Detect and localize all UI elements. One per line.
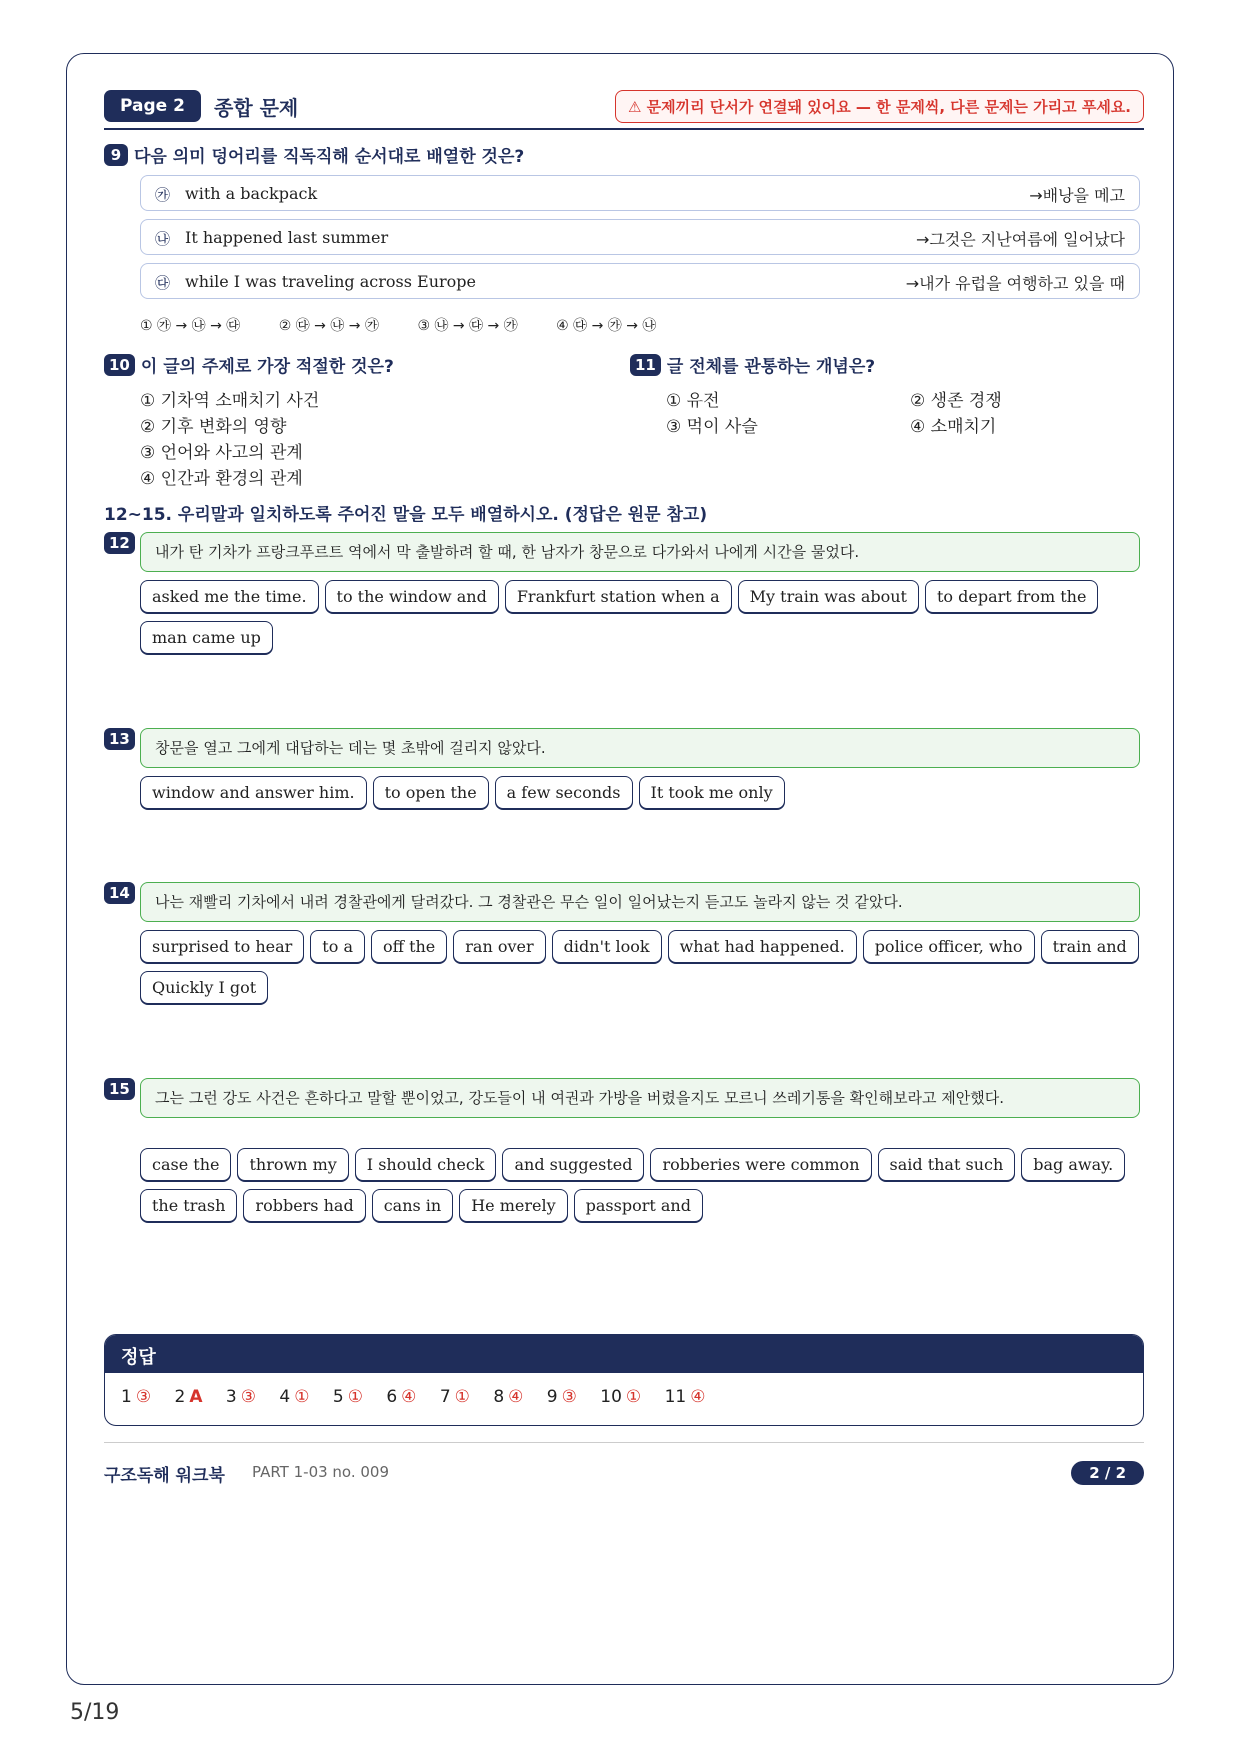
answer-number: 1: [121, 1387, 132, 1407]
word-tile[interactable]: didn't look: [552, 930, 662, 963]
question-12-number: [104, 532, 135, 554]
word-tile[interactable]: robbers had: [243, 1189, 365, 1222]
word-tile[interactable]: and suggested: [502, 1148, 644, 1181]
page-header: [104, 90, 1144, 128]
word-tile[interactable]: said that such: [878, 1148, 1016, 1181]
answer-value: ①: [347, 1387, 363, 1407]
question-number: 10: [104, 354, 135, 376]
question-number: 12: [104, 532, 135, 554]
question-15-number: [104, 1078, 135, 1100]
word-tile[interactable]: It took me only: [639, 776, 785, 809]
answer-item: [279, 1387, 309, 1407]
word-tile[interactable]: train and: [1041, 930, 1139, 963]
answer-number: 6: [386, 1387, 398, 1407]
option-item[interactable]: ① 기차역 소매치기 사건: [140, 391, 320, 411]
word-tile[interactable]: case the: [140, 1148, 231, 1181]
answer-key-title: 정답: [105, 1335, 1143, 1373]
answer-value: ①: [294, 1387, 310, 1407]
chunk-korean: →배낭을 메고: [1029, 186, 1125, 205]
pdf-page-number: 5/19: [70, 1700, 120, 1725]
answer-value: ③: [135, 1387, 152, 1407]
answer-value: ①: [625, 1387, 642, 1407]
answer-item: [174, 1387, 202, 1407]
page-title: 종합 문제: [214, 96, 299, 120]
option-item[interactable]: ④ 인간과 환경의 관계: [140, 469, 303, 489]
chunk-row: [140, 263, 1140, 299]
word-tile[interactable]: to the window and: [325, 580, 499, 613]
answer-value: A: [189, 1387, 203, 1407]
answer-item: [226, 1387, 256, 1407]
answer-value: ③: [561, 1387, 577, 1407]
korean-sentence-box: 그는 그런 강도 사건은 흔하다고 말할 뿐이었고, 강도들이 내 여권과 가방을 버렸을지도 모르니 쓰레기통을 확인해보라고 제안했다.: [140, 1078, 1140, 1118]
word-tile[interactable]: surprised to hear: [140, 930, 304, 963]
korean-sentence-box: 내가 탄 기차가 프랑크푸르트 역에서 막 출발하려 할 때, 한 남자가 창문으로 다가와서 나에게 시간을 물었다.: [140, 532, 1140, 572]
question-14-number: [104, 882, 135, 904]
word-tiles: [140, 930, 1150, 1012]
chunk-row: [140, 175, 1140, 211]
question-text: 다음 의미 덩어리를 직독직해 순서대로 배열한 것은?: [134, 147, 525, 167]
answer-value: ①: [454, 1387, 470, 1407]
worksheet-content: [104, 90, 1144, 1486]
question-number: 11: [630, 354, 661, 376]
answer-item: [121, 1387, 151, 1407]
option-item[interactable]: ② 생존 경쟁: [910, 391, 1002, 411]
word-tile[interactable]: He merely: [459, 1189, 567, 1222]
question-text: 이 글의 주제로 가장 적절한 것은?: [140, 357, 394, 377]
warning-banner: ⚠ 문제끼리 단서가 연결돼 있어요 — 한 문제씩, 다른 문제는 가리고 푸세요.: [615, 90, 1144, 123]
word-tiles: [140, 776, 1150, 817]
korean-sentence-box: 창문을 열고 그에게 대답하는 데는 몇 초밖에 걸리지 않았다.: [140, 728, 1140, 768]
question-9-heading: [104, 142, 524, 167]
word-tiles: [140, 580, 1150, 662]
header-divider: [104, 128, 1144, 130]
chunk-english: while I was traveling across Europe: [185, 272, 476, 291]
word-tile[interactable]: to depart from the: [925, 580, 1098, 613]
word-tile[interactable]: passport and: [574, 1189, 703, 1222]
question-9-options: [140, 315, 690, 335]
option-item[interactable]: ② 기후 변화의 영향: [140, 417, 287, 437]
answer-item: [440, 1387, 470, 1407]
word-tile[interactable]: what had happened.: [668, 930, 857, 963]
workbook-code: PART 1-03 no. 009: [252, 1463, 390, 1481]
answer-number: 5: [332, 1387, 344, 1407]
word-tile[interactable]: police officer, who: [863, 930, 1035, 963]
word-tile[interactable]: I should check: [355, 1148, 497, 1181]
page-indicator: 2 / 2: [1071, 1461, 1144, 1485]
answer-number: 4: [279, 1387, 291, 1407]
question-number: 13: [104, 728, 135, 750]
word-tile[interactable]: bag away.: [1021, 1148, 1125, 1181]
question-text: 글 전체를 관통하는 개념은?: [666, 357, 876, 377]
answer-number: 9: [546, 1387, 558, 1407]
word-tile[interactable]: to open the: [373, 776, 489, 809]
word-tile[interactable]: robberies were common: [650, 1148, 871, 1181]
option-item[interactable]: ③ 먹이 사슬: [666, 417, 758, 437]
chunk-korean: →내가 유럽을 여행하고 있을 때: [905, 274, 1125, 293]
chunk-mark: ㉯: [155, 230, 171, 248]
word-tiles: [140, 1148, 1150, 1230]
word-tile[interactable]: a few seconds: [495, 776, 633, 809]
option-item[interactable]: ① ㉮ → ㉯ → ㉰: [140, 318, 241, 334]
word-tile[interactable]: to a: [310, 930, 365, 963]
answer-value: ④: [690, 1387, 706, 1407]
word-tile[interactable]: asked me the time.: [140, 580, 319, 613]
chunk-mark: ㉮: [155, 186, 171, 204]
word-tile[interactable]: My train was about: [738, 580, 919, 613]
question-13-number: [104, 728, 135, 750]
answer-number: 8: [493, 1387, 505, 1407]
page-footer: [104, 1442, 1144, 1486]
korean-sentence-box: 나는 재빨리 기차에서 내려 경찰관에게 달려갔다. 그 경찰관은 무슨 일이 일어났는지 듣고도 놀라지 않는 것 같았다.: [140, 882, 1140, 922]
question-number: 9: [104, 144, 128, 166]
option-item[interactable]: ④ 소매치기: [910, 417, 997, 437]
answer-item: [600, 1387, 641, 1407]
answer-number: 10: [600, 1387, 622, 1407]
answer-number: 11: [664, 1387, 687, 1407]
chunk-korean: →그것은 지난여름에 일어났다: [915, 230, 1125, 249]
word-tile[interactable]: off the: [371, 930, 447, 963]
word-tile[interactable]: Quickly I got: [140, 971, 268, 1004]
workbook-title: 구조독해 워크북: [104, 1466, 225, 1486]
word-tile[interactable]: Frankfurt station when a: [505, 580, 732, 613]
answer-item: [493, 1387, 523, 1407]
answer-list: [105, 1373, 1143, 1421]
answer-number: 2: [174, 1387, 186, 1407]
answer-number: 7: [439, 1387, 451, 1407]
chunk-english: with a backpack: [185, 184, 318, 203]
chunk-english: It happened last summer: [185, 228, 389, 247]
option-item[interactable]: ③ 언어와 사고의 관계: [140, 443, 303, 463]
word-tile[interactable]: ran over: [453, 930, 545, 963]
option-item[interactable]: ③ ㉯ → ㉰ → ㉮: [417, 318, 518, 334]
option-item[interactable]: ④ ㉰ → ㉮ → ㉯: [556, 318, 657, 334]
chunk-mark: ㉰: [155, 274, 171, 292]
answer-item: [665, 1387, 706, 1407]
question-number: 14: [104, 882, 135, 904]
option-item[interactable]: ① 유전: [666, 391, 720, 411]
answer-item: [333, 1387, 363, 1407]
section-instruction: 12~15. 우리말과 일치하도록 주어진 말을 모두 배열하시오. (정답은 원문 참고): [104, 505, 708, 525]
chunk-row: [140, 219, 1140, 255]
word-tile[interactable]: cans in: [372, 1189, 454, 1222]
page-badge: Page 2: [104, 90, 201, 122]
word-tile[interactable]: thrown my: [237, 1148, 348, 1181]
option-item[interactable]: ② ㉰ → ㉯ → ㉮: [278, 318, 379, 334]
word-tile[interactable]: the trash: [140, 1189, 237, 1222]
answer-value: ③: [240, 1387, 256, 1407]
answer-item: [547, 1387, 577, 1407]
question-10-heading: [104, 352, 394, 377]
answer-item: [386, 1387, 416, 1407]
word-tile[interactable]: man came up: [140, 621, 273, 654]
answer-value: ④: [401, 1387, 417, 1407]
question-11-heading: [630, 352, 875, 377]
word-tile[interactable]: window and answer him.: [140, 776, 367, 809]
question-number: 15: [104, 1078, 135, 1100]
answer-value: ④: [508, 1387, 524, 1407]
answer-key: [104, 1334, 1144, 1426]
answer-number: 3: [225, 1387, 237, 1407]
